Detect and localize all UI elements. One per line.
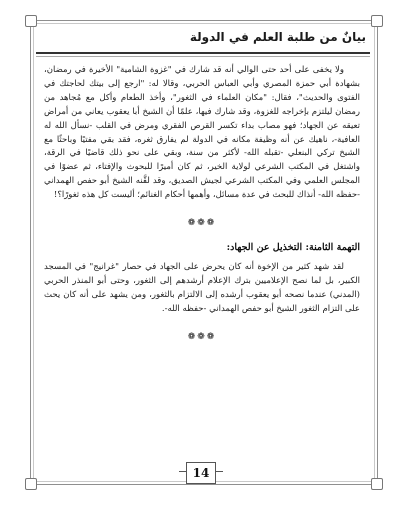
section-heading: التهمة الثامنة: التخذيل عن الجهاد:: [226, 241, 360, 253]
corner-ornament: [25, 478, 37, 490]
page-header: [36, 26, 370, 54]
section-separator: ❁❁❁: [187, 331, 217, 342]
corner-ornament: [371, 15, 383, 27]
header-divider: [36, 56, 370, 57]
body-paragraph: لقد شهد كثير من الإخوة أنه كان يحرض على الجهاد في حصار "غرانيج" في المسجد الكبير، بل لما نصح الإعلاميين بترك الإعلام أرشدهم إلى الثغور، وحتى أبو المنذر الحربي (المدني) عندما نصحه أبو يعقوب أرشده إلى الالتزام بالثغور، ومن يشهد على أنه كان يحث على التزام الثغور الشيخ أبو حفص الهمداني -حفظه الله-.: [44, 261, 360, 314]
page-number: 14: [186, 462, 216, 484]
page-content: [44, 64, 360, 354]
corner-ornament: [371, 478, 383, 490]
header-title: بيانٌ من طلبة العلم في الدولة: [189, 30, 366, 44]
section-separator: ❁❁❁: [187, 218, 217, 229]
body-paragraph: ولا يخفى على أحد حتى الوالي أنه قد شارك في "غزوة الشامية" الأخيرة في رمضان، بشهادة أبي حمزة المصري وأبي العباس الحربي، وقالا له: "ارجع إلى بيتك لحاجتك في الفتوى والحديث"، فقال: "مكان العلماء في الثغور"، وأخذ الطعام وأكل مع مُجاهد من رمضان ليلتزم بإخراجه للغزوة، وقد شارك فيها، علمًا أن الشيخ أبا يعقوب يعاني من أمراض تعيقه عن الجهاد؛ فهو مصاب بداء تكسر القرص الفقري ومرض في القلب -نسأل الله له العافية-، ناهيك عن أنه وظيفة مكانه في الدولة لم يفارق ثغره، فقد بقي مفتيًا وباحثًا مع الشيخ تركي البنعلي -تقبله الله- لأكثر من سنة، وبقي على نحو ذلك قاضيًا في الرقة، واشتغل في المكتب الشرعي لولاية الخير، ثم كان أميرًا للبحوث والإفتاء، ثم عضوًا في المجلس العلمي وفي المكتب الشرعي لجيش الصديق، وقد لقَّنه الشيخ أبو حفص الهمداني -حفظه الله- أنذاك للبحث في عدة مسائل، وأهمها أحكام الغنائم؛ أليست كل هذه ثغورًا؟!: [44, 65, 360, 201]
